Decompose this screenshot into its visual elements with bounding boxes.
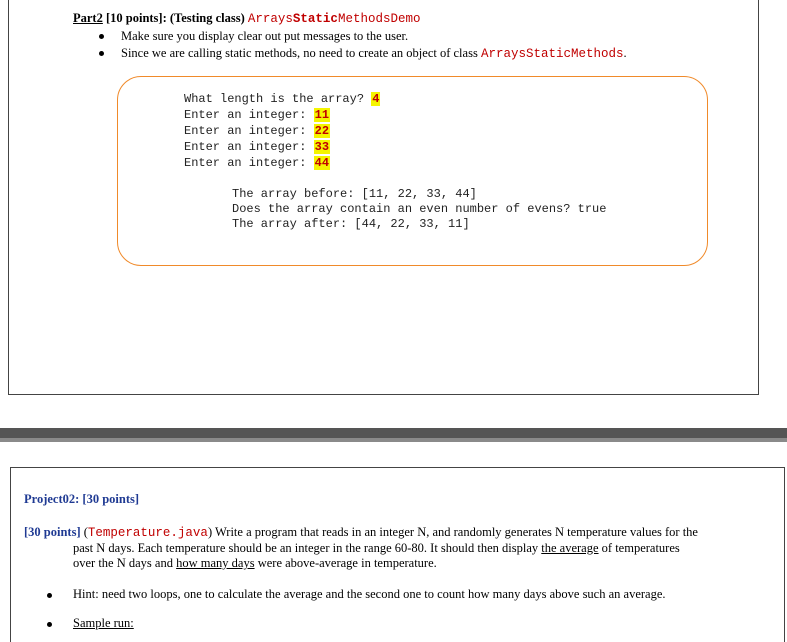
prompt-text: Enter an integer:: [184, 140, 314, 154]
console-input-line: [184, 91, 380, 107]
console-output-line: The array after: [44, 22, 33, 11]: [232, 217, 470, 231]
input-value: 33: [314, 140, 330, 154]
part2-points: [10 points]:: [105, 11, 167, 25]
description-line-3-end: were above-average in temperature.: [254, 556, 437, 570]
project02-heading: Project02: [30 points]: [24, 492, 140, 506]
underlined-how-many-days: how many days: [176, 556, 255, 570]
bullet-code: ArraysStaticMethods: [480, 47, 624, 61]
part2-bullet-list: [97, 28, 627, 62]
sample-console-box: [117, 76, 708, 266]
project02-points: [30 points]: [24, 525, 81, 539]
class-name-prefix: Arrays: [247, 12, 293, 26]
hint-item: [45, 587, 666, 602]
console-outputs: [232, 187, 606, 232]
part2-heading: [73, 11, 420, 26]
sample-run-label: Sample run:: [73, 616, 134, 630]
console-input-line: [184, 155, 380, 171]
part2-label: Part2: [73, 11, 103, 25]
hint-text: Hint: need two loops, one to calculate the average and the second one to count how many days above such an average.: [73, 587, 666, 601]
description-line-3: over the N days and: [73, 556, 177, 570]
description-line-2: past N days. Each temperature should be an integer in the range 60-80. It should then display: [73, 541, 542, 555]
part2-desc: (Testing class): [169, 11, 245, 25]
console-output-line: The array before: [11, 22, 33, 44]: [232, 187, 477, 201]
bullet-item: [97, 45, 627, 62]
input-value: 11: [314, 108, 330, 122]
bullet-text: Make sure you display clear out put messages to the user.: [121, 29, 409, 43]
underlined-average: the average: [541, 541, 599, 555]
console-inputs: [184, 91, 380, 171]
console-input-line: [184, 139, 380, 155]
part2-class-name: [248, 12, 421, 26]
input-value: 44: [314, 156, 330, 170]
sample-run-item: [45, 616, 666, 631]
project02-bullet-list: [45, 587, 666, 631]
project02-description: [24, 525, 756, 571]
prompt-text: Enter an integer:: [184, 108, 314, 122]
input-value: 22: [314, 124, 330, 138]
paren-open: (: [80, 525, 88, 539]
bullet-item: [97, 28, 627, 45]
bullet-text: Since we are calling static methods, no need to create an object of class: [121, 46, 481, 60]
class-name-bold: Static: [292, 12, 338, 26]
description-continuation: [24, 541, 756, 571]
class-name-suffix: MethodsDemo: [337, 12, 421, 26]
document-page-2: [10, 467, 785, 642]
document-page-1: [8, 0, 759, 395]
page-divider: [0, 428, 787, 442]
console-output-line: Does the array contain an even number of evens? true: [232, 202, 607, 216]
bullet-tail: .: [623, 46, 627, 60]
description-line-2-end: of temperatures: [598, 541, 680, 555]
input-value: 4: [372, 92, 380, 106]
console-input-line: [184, 107, 380, 123]
console-input-line: [184, 123, 380, 139]
description-line-1: ) Write a program that reads in an integer N, and randomly generates N temperature values for the: [207, 525, 698, 539]
prompt-text: Enter an integer:: [184, 156, 314, 170]
project02-filename: Temperature.java: [87, 526, 208, 540]
prompt-text: Enter an integer:: [184, 124, 314, 138]
prompt-text: What length is the array?: [184, 92, 372, 106]
